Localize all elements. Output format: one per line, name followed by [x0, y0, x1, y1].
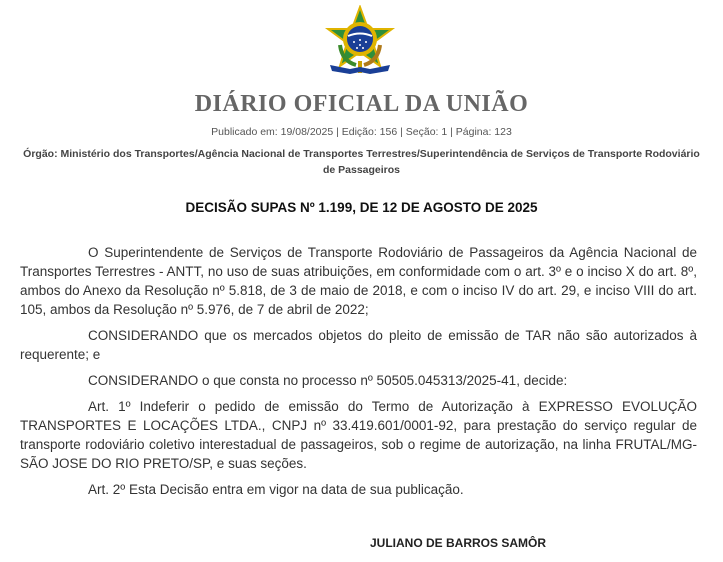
article-2-paragraph: Art. 2º Esta Decisão entra em vigor na data de sua publicação.: [88, 482, 464, 497]
issuing-body-label: Órgão:: [23, 148, 58, 160]
considering-paragraph-2: CONSIDERANDO o que consta no processo nº 50505.045313/2025-41, decide:: [88, 373, 568, 388]
issuing-body-text: Ministério dos Transportes/Agência Nacional de Transportes Terrestres/Superintendência de Serviços de Transporte Rodoviário de Passageiros: [60, 148, 700, 176]
publication-meta: Publicado em: 19/08/2025 | Edição: 156 | Seção: 1 | Página: 123: [211, 126, 512, 138]
gazette-title: DIÁRIO OFICIAL DA UNIÃO: [194, 91, 529, 117]
preamble-paragraph: O Superintendente de Serviços de Transporte Rodoviário de Passageiros da Agência Nacional de Transportes Terrestres - ANTT, no uso de suas atribuições, em conformidade com o art. 3º e o inciso X do art. 8º, ambos do Anexo da Resolução nº 5.818, de 3 de maio de 2018, e com o inciso IV do art. 29, e inciso VIII do art. 105, ambos da Resolução nº 5.976, de 7 de abril de 2022;: [20, 245, 697, 317]
act-title: DECISÃO SUPAS Nº 1.199, DE 12 DE AGOSTO DE 2025: [185, 200, 538, 215]
considering-paragraph-1: CONSIDERANDO que os mercados objetos do pleito de emissão de TAR não são autorizados à requerente; e: [20, 328, 697, 362]
article-1-paragraph: Art. 1º Indeferir o pedido de emissão do Termo de Autorização à EXPRESSO EVOLUÇÃO TRANSPORTES E LOCAÇÕES LTDA., CNPJ nº 33.419.601/0001-92, para prestação do serviço regular de transporte rodoviário coletivo interestadual de passageiros, sob o regime de autorização, na linha FRUTAL/MG-SÃO JOSE DO RIO PRETO/SP, e suas seções.: [20, 399, 697, 471]
signatory-name: JULIANO DE BARROS SAMÔR: [370, 536, 547, 550]
act-body: [20, 243, 697, 506]
issuing-body: [20, 146, 703, 178]
brazil-coat-of-arms-icon: [318, 5, 402, 77]
